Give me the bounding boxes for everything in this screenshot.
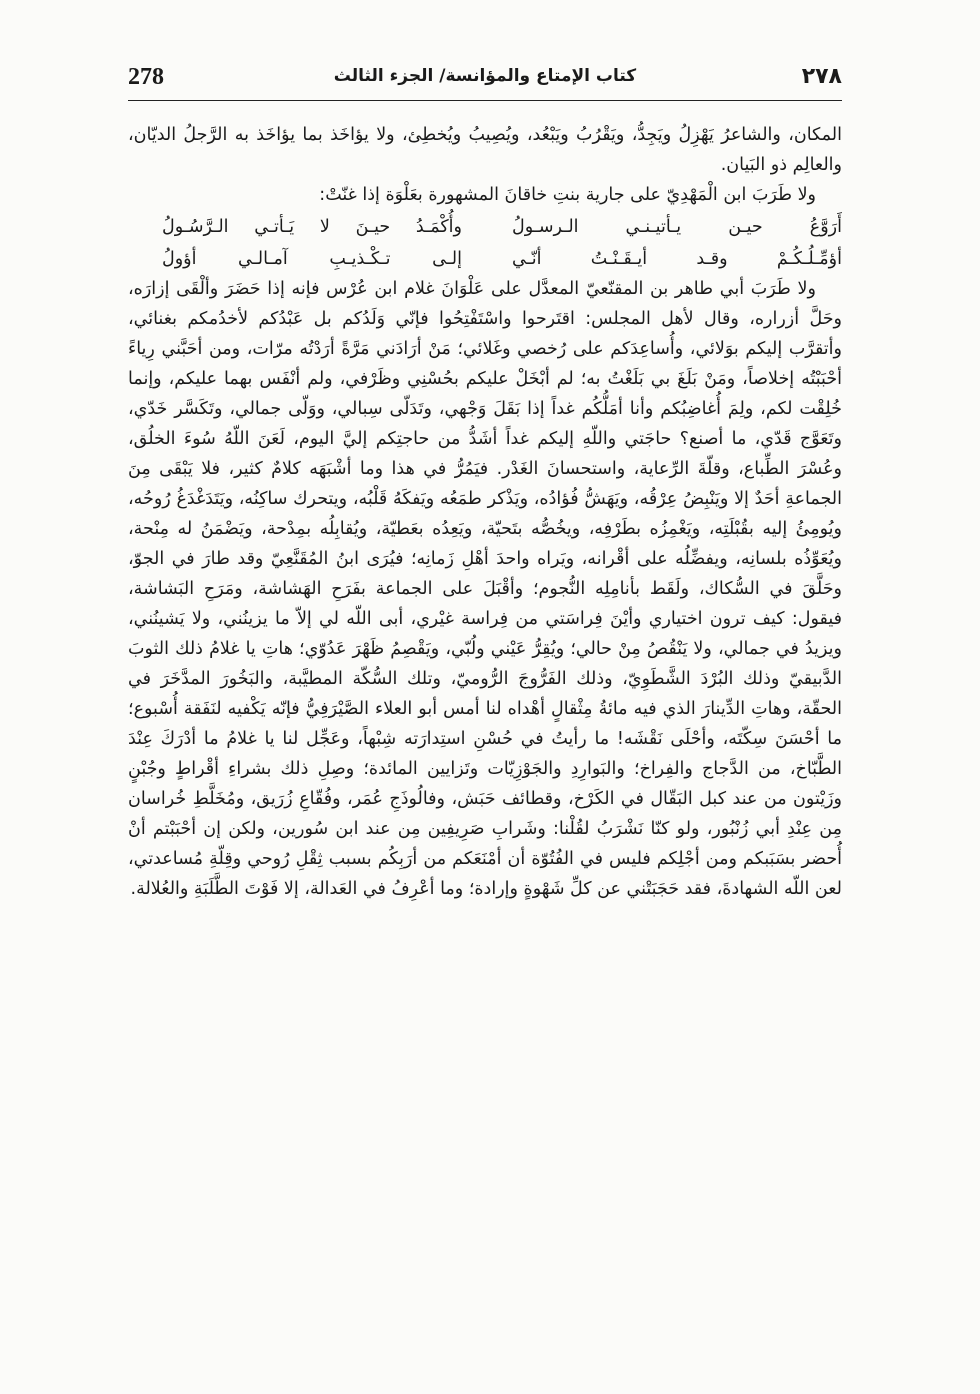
page-number-arabic: ٢٧٨: [801, 64, 842, 89]
paragraph-2: ولا طَرَبَ ابن الْمَهْدِيّ على جارية بنتِ خاقانَ المشهورة بعَلْوَة إذا غنّتْ:: [319, 185, 816, 205]
page-number-latin: 278: [128, 64, 164, 90]
paragraph-1: المكان، والشاعرُ يَهْزِلُ ويَجِدُّ، ويَقْرُبُ ويَبْعُد، ويُصِيبُ ويُخطِئ، ولا يؤاخَذ بما يؤاخَذ به الرَّجلُ الديّان، والعالِم ذو البَيان.: [128, 125, 842, 175]
body-text: [128, 120, 842, 904]
main-paragraph: ولا طَرَبَ أبي طاهر بن المقنّعيّ المعدَّل على عَلْوَانَ غلام ابن عُرْس فإنه إذا حَضَرَ وألْقَى إزارَه، وحَلَّ أزراره، وقال لأهل المجلس: اقتَرحوا واسْتَفْتِحُوا فإنّي وَلَدُكم بل عَبْدُكم لأخدُمكم بغنائي، وأتقرَّب إليكم بوَلائي، وأُساعِدَكم على رُخصي وغَلائي؛ مَنْ أرَادَني مَرَّةً أرَدْتُه مرّات، ومن أحَبَّني رِياءً أحْبَبْتُه إخلاصاً، ومَنْ بَلَغَ بي بَلَغْتُ به؛ لم أبْخَلْ عليكم بحُسْنِي وظَرْفي، ولم أنْفَس بهما عليكم، وإنما خُلِقْت لكم، ولِمَ أُغاضِبُكم وأنا أمَلُّكُم غداً إذا بَقَلَ وَجْهي، وتَدَلّى سِبالي، ووَلّى جمالي، وتَكَسَّر خَدّي، وتَعَوَّج قَدّي، ما أصنع؟ حاجَتي واللّهِ إليكم غداً أشَدُّ من حاجتِكم إليَّ اليوم، لَعَنَ اللّهُ سُوءَ الخلُق، وعُسْرَ الطِّباع، وقلّةَ الرِّعاية، واستحسانَ الغَدْر. فيَمُرُّ في هذا وما أشْبَهَه كلامٌ كثير، فلا يَبْقَى مِنَ الجماعةِ أحَدٌ إلا ويَنْبِضُ عِرْقُه، ويَهَشُّ فُؤادُه، ويَذْكر طمَعُه ويَفكَهُ قَلْبُه، ويتحرك ساكِنُه، ويَتَدَغْدَغُ رُوحُه، ويُومِئُ إليه بقُبْلَتِه، ويَغْمِزُه بطَرْفِه، ويخُصُّه بتَحيّة، ويَعِدُه بعَطيّة، ويُقابِلُه بمِدْحة، ويَضْمَنُ له مِنْحة، ويُعَوِّذُه بلسانِه، ويفضِّلُه على أقْرانه، ويَراه واحدَ أهْلِ زَمانِه؛ فيُرَى ابنُ المُقَنَّعِيّ وقد طارَ في الجوّ، وحَلَّقَ في السُّكاك، ولَقَط بأنامِلِه النُّجوم؛ وأقْبَلَ على الجماعة بفَرَحِ الهَشاشة، ومَرَحِ البَشاشة، فيقول: كيف ترون اختياري وأيْنَ فِراسَتي من فِراسة غيْري، أبى اللّه لي إلاّ ما يزينُني، ولا يَشينُني، ويزيدُ في جمالي، ولا يَنْقُصُ مِنْ حالي؛ ويُقِرُّ عَيْني ولُبّي، ويَقْصِمُ ظَهْرَ عَدُوّي؛ هاتِ يا غلامُ ذلك الثوبَ الدَّبيقيّ وذلك البُرْدَ الشَّطَوِيّ، وذلك الفَرُّوجَ الرُّوميّ، وتلك السُّكّة المطيَّبة، والبَخُورَ المدَّخَرَ في الحقّة، وهاتِ الدِّينارَ الذي فيه مائةُ مِثْقالٍ أهْداه لنا أمس أبو العلاء الصَّيْرَفِيُّ فإنّه يَكْفيه لنَفَقة أُسْبوع؛ ما أحْسَنَ سِكّتَه، وأحْلَى نَقْشَه! ما رأيتُ في حُسْنِ استِدارَته شِبْهاً، وعَجِّل لنا يا غلامُ ما أدْرَكَ عِنْدَ الطَّبّاخ، من الدَّجاج والفِراخ؛ والبَوارِدِ والجَوْزِيّات وتَزايين المائدة؛ وصِلِ ذلك بشراءِ أقْراطٍ وجُبْنٍ وزَيْتون من عند كبل البَقّال في الكَرْخ، وقطائف حَبَش، وفالُوذَجِ عُمَر، وفُقّاعِ زُرَيق، ومُخَلَّطِ خُراسان مِن عِنْدِ أبي زُنْبُور، ولو كنّا نَشْرَبُ لقُلْنا: وشَرابِ صَرِيفِين مِن عند ابن سُورين، ولكن إن أحْبَبْتم أنْ أُحضر بسَبَبكم ومن أجْلِكم فليس في الفُتُوّة أن أمْنَعَكم من أرَبِكُم بسبب ثِقْلِ رُوحي وقِلّةِ مُساعدتي، لعن اللّه الشهادةَ، فقد حَجَبَتْني عن كلِّ شَهْوةٍ وإرادة؛ وما أعْرِفُ في العَدالة، إلا فَوْتَ الطَّلَبَةِ والعُلالة.: [128, 279, 842, 899]
poem: [128, 210, 842, 274]
poem-line1-second-hemistich: وأُكْمَـدُ حيـنَ لا يَـأتـي الـرَّسُـولُ: [162, 217, 462, 237]
running-header: [128, 64, 842, 98]
poem-line2-second-hemistich: إلـى تـكْـذيـبِ آمـالـي أؤولُ: [162, 249, 462, 269]
running-title: كتاب الإمتاع والمؤانسة/ الجزء الثالث: [333, 66, 637, 86]
poem-line1-first-hemistich: أَرَوَّعُ حيـن يـأتيـنـي الـرسـولُ: [512, 217, 842, 237]
poem-line2-first-hemistich: أؤمِّـلُـكُـمْ وقـد أيـقَـنْـتُ أنّـي: [512, 249, 842, 269]
header-rule: [128, 100, 842, 101]
